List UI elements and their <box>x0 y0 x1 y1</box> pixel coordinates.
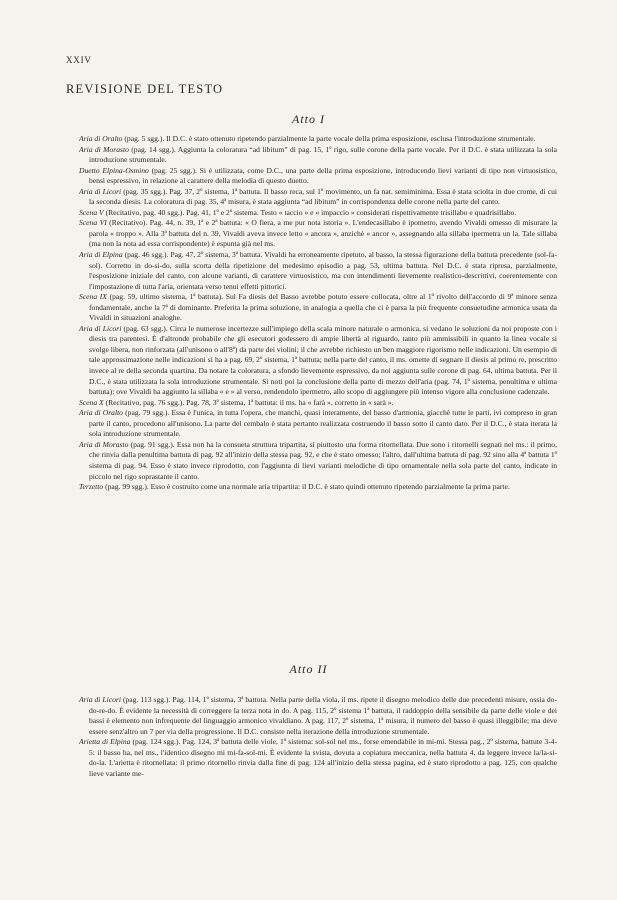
entry-title: Aria di Oralto <box>79 134 123 143</box>
section-title: REVISIONE DEL TESTO <box>66 82 224 96</box>
revision-entry <box>79 187 557 208</box>
entry-title: Duetto Elpina-Osmino <box>79 165 149 175</box>
entry-text: (pag. 124 sgg.). Pag. 124, 3ª battuta delle viole, 1º sistema: sol-sol nel ms., forse emendabile in mi-mi. Stessa pag., 2º sistema, battute 3-4-5: il basso ha, nel ms., l'identico disegno mi mi-fa-sol-mi. È evidente la svista, dovuta a copiatura meccanica, nella battuta 4, da leggere invece la/la-si-do-la. L'arietta è ritornellata: il primo ritornello rinvia dalla fine di pag. 124 all'inizio della stessa pagina, ed è stato riprodotto a pag. 125, con qualche lieve variante me- <box>89 737 557 778</box>
entry-text: (pag. 113 sgg.). Pag. 114, 1º sistema, 3ª battuta. Nella parte della viola, il ms. ripete il disegno melodico delle due precedenti misure, ossia do-do-re-do. È evidente la necessità di correggere la terza nota in do. A pag. 115, 2º sistema 1ª battuta, il raddoppio della sensibile da parte delle viole e dei bassi è elemento non infrequente del linguaggio armonico vivaldiano. A pag. 117, 2º sistema, 1ª misura, il numero del basso è quasi illeggibile; ma deve essere senz'altro un 7 per via della progressione. Il D.C. consiste nella iterazione della introduzione strumentale. <box>89 695 557 736</box>
act-heading: Atto I <box>292 112 325 126</box>
entry-title: Aria di Morasto <box>79 144 129 154</box>
revision-entry <box>79 440 557 482</box>
entry-title: Scena VI <box>79 218 107 228</box>
entry-title: Scena V <box>79 207 104 217</box>
entry-text: (pag. 35 sgg.). Pag. 37, 2º sistema, 1ª battuta. Il basso reca, sul 1º movimento, un fa nat. semiminima. Essa è stata sciolta in due crome, di cui la seconda diesis. La coloratura di pag. 35, 4ª misura, è stata aggiunta “ad libitum” in corrispondenza delle corone nella parte del canto. <box>89 186 557 207</box>
entry-text: (pag. 59, ultimo sistema, 1ª battuta). Sul Fa diesis del Basso avrebbe potuto essere collocata, oltre al 1º rivolto dell'accordo di 9ª minore senza fondamentale, anche la 7ª di dominante. Preferita la prima soluzione, in analogia a quella che ci è parsa la più frequente consuetudine armonica usata da Vivaldi in situazioni analoghe. <box>89 292 557 323</box>
revision-entry <box>79 250 557 292</box>
revision-entry <box>79 208 557 219</box>
entry-title: Aria di Elpina <box>79 250 123 260</box>
entry-text: (pag. 14 sgg.). Aggiunta la coloratura “ad libitum” di pag. 15, 1º rigo, sulle corone della parte vocale. Per il D.C. è stata utilizzata la sola introduzione strumentale. <box>89 144 557 165</box>
revision-entry <box>79 482 557 493</box>
entry-text: (pag. 99 sgg.). Esso è costruito come una normale aria tripartita: il D.C. è stato quindi ottenuto ripetendo parzialmente la prima parte. <box>103 482 510 492</box>
entry-title: Arietta di Elpina <box>79 737 131 747</box>
entry-title: Scena IX <box>79 292 107 302</box>
page-number: XXIV <box>66 55 92 65</box>
entry-text: (pag. 91 sgg.). Essa non ha la consueta struttura tripartita, sì piuttosto una forma ritornellata. Due sono i ritornelli segnati nel ms.: il primo, che rinvia dalla penultima battuta di pag. 92 all'inizio della stessa pag. 92, e che è stato omesso; l'altro, dall'ultima battuta di pag. 92 sino alla 4ª battuta 1º sistema di pag. 94. Esso è stato invece riprodotto, con l'aggiunta di lievi varianti melodiche di tipo ornamentale nella sola parte del canto, indicate in piccolo nel rigo soprastante il canto. <box>89 439 557 481</box>
entry-text: (pag. 63 sgg.). Circa le numerose incertezze sull'impiego della scala minore naturale o armonica, si vedano le soluzioni da noi proposte con i diesis tra parentesi. È d'altronde probabile che gli esecutori godessero di ampie libertà al riguardo, tanto più ammissibili in quanto la linea vocale si svolge libera, non rinforzata (all'unisono o all'8ª) da parte dei violini; il che avrebbe richiesto un ben maggiore rigorismo nelle indicazioni. Un esempio di tale approssimazione nelle indicazioni si ha a pag. 69, 2º sistema, 1ª battuta; nella parte del canto, il ms. omette di segnare il diesis al primo re, prescritto invece al re della seconda quartina. Da notare la coloratura, a sfondo lievemente espressivo, da noi aggiunta sulle corone di pag. 64, ultima battuta. Per il D.C., è stata utilizzata la sola introduzione strumentale. Si noti poi la conclusione della parte di mezzo dell'aria (pag. 74, 1º sistema, penultima e ultima battuta): ove Vivaldi ha aggiunto la sillaba « e » al verso, rendendolo ipermetro, allo scopo di aggiungere più intenso vigore alla conclusione cadenzale. <box>89 323 557 397</box>
entry-text: (Recitativo, pag. 40 sgg.). Pag. 41, 1º e 2º sistema. Testo « taccio » e « impaccio » considerati rispettivamente trisillabo e quadrisillabo. <box>103 207 517 217</box>
entry-title: Aria di Licori <box>79 186 122 196</box>
revision-entry <box>79 166 557 187</box>
revision-entry <box>79 398 557 409</box>
revision-entry <box>79 145 557 166</box>
revision-entry <box>79 695 557 737</box>
entry-text: (Recitativo, pag. 76 sgg.). Pag. 78, 3º sistema, 1ª battuta: il ms. ha « farà », corretto in « sarà ». <box>103 397 394 407</box>
revision-entry <box>79 292 557 324</box>
act-heading: Atto II <box>289 662 328 676</box>
revision-entry <box>79 737 557 779</box>
revision-entry <box>79 408 557 440</box>
entry-title: Scena X <box>79 397 104 407</box>
entry-title: Aria di Oralto <box>79 408 123 418</box>
entry-title: Terzetto <box>79 482 104 492</box>
entry-title: Aria di Licori <box>79 695 121 704</box>
act-1-entries <box>79 134 557 493</box>
entry-text: (pag. 25 sgg.). Si è utilizzata, come D.C., una parte della prima esposizione, introducendo lievi varianti di tipo non virtuosistico, bensì espressivo, in relazione al carattere della melodia di questo duetto. <box>89 165 557 186</box>
entry-text: (pag. 5 sgg.). Il D.C. è stato ottenuto ripetendo parzialmente la parte vocale della prima esposizione, esclusa l'introduzione strumentale. <box>122 134 536 143</box>
act-2-entries <box>79 695 557 779</box>
revision-entry <box>79 324 557 398</box>
entry-text: (Recitativo). Pag. 44, n. 39, 1ª e 2ª battuta: « O fiera, a me pur nota istoria ». L'endecasillabo è ipometro, avendo Vivaldi omesso di misurare la parola « troppo ». Alla 3ª battuta del n. 39, Vivaldi aveva invece letto « ancora », anzichè « ancor », assegnando alla sillaba ipermetra un la. Tale sillaba (ma non la nota ad essa corrispondente) è espunta già nel ms. <box>89 218 557 249</box>
revision-entry <box>79 218 557 250</box>
entry-text: (pag. 46 sgg.). Pag. 47, 2º sistema, 3ª battuta. Vivaldi ha erroneamente ripetuto, al basso, la stessa figurazione della battuta precedente (sol-fa-sol). Corretto in do-si-do, sulla scorta della ripetizione del medesimo episodio a pag. 53, ultima battuta. Nel D.C. è stata ripresa, parzialmente, l'esposizione iniziale del canto, con alcune varianti, di carattere virtuosistico, ma con intendimenti lievemente realistico-descrittivi, coerentemente con l'impostazione di tutta l'aria, orientata verso tenui effetti pittorici. <box>89 250 557 291</box>
entry-title: Aria di Morasto <box>79 439 129 449</box>
entry-text: (pag. 79 sgg.). Essa è l'unica, in tutta l'opera, che manchi, quasi interamente, del basso d'armonia, giacchè tutte le parti, ivi compreso in gran parte il canto, procedono all'unisono. La parte del cembalo è stata pertanto realizzata costruendo il basso sotto il canto dato. Per il D.C., è stata iterata la sola introduzione strumentale. <box>89 408 557 439</box>
revision-entry <box>79 134 557 145</box>
entry-title: Aria di Licori <box>79 323 122 333</box>
